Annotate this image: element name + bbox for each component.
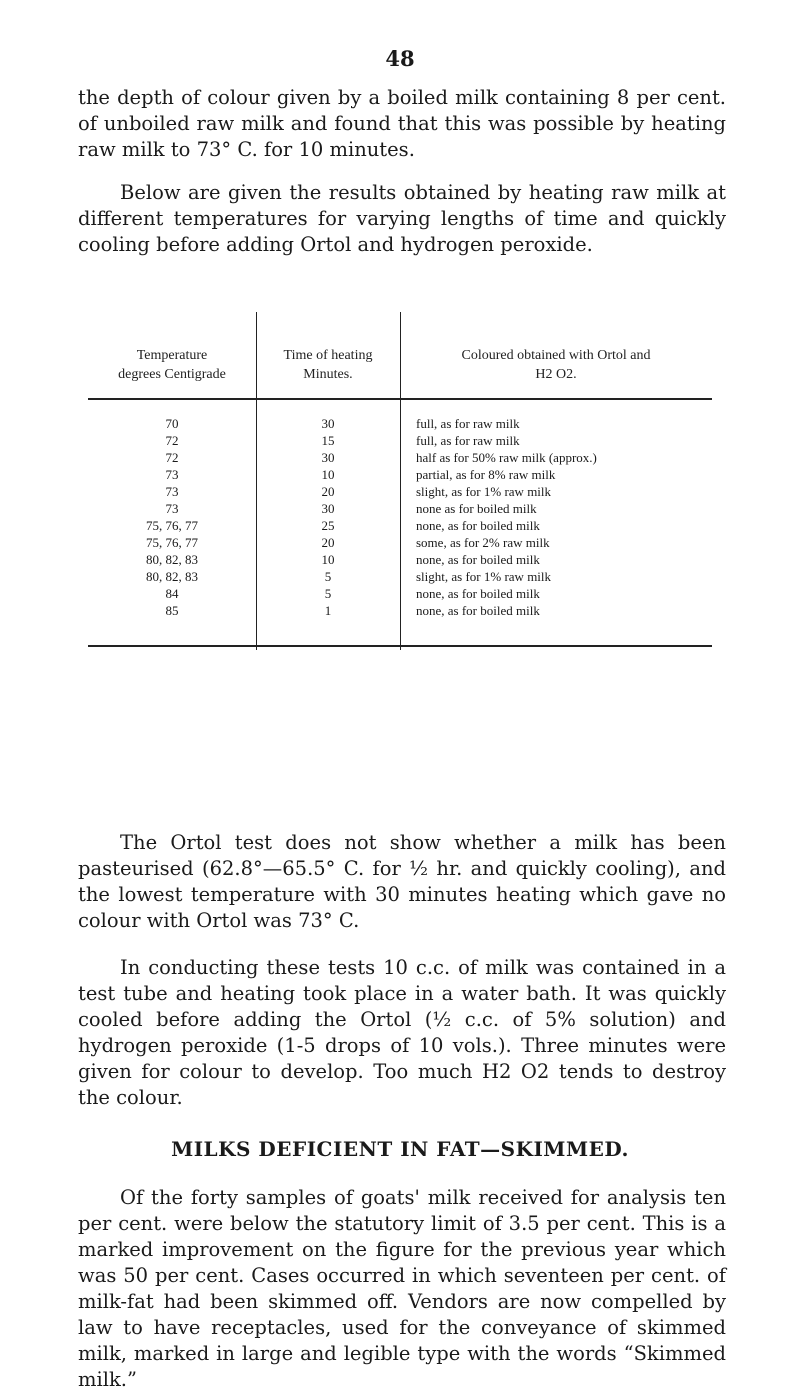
cell-temperature: 75, 76, 77 xyxy=(146,535,198,550)
cell-colour: none as for boiled milk xyxy=(416,501,537,516)
table-row xyxy=(88,569,712,584)
cell-time: 30 xyxy=(321,416,335,431)
cell-temperature: 75, 76, 77 xyxy=(146,518,198,533)
cell-temperature: 70 xyxy=(165,416,179,431)
header-temperature-line2: degrees Centigrade xyxy=(118,367,226,382)
cell-time: 20 xyxy=(321,484,335,499)
table-row xyxy=(88,467,712,482)
table-row xyxy=(88,535,712,550)
table-row xyxy=(88,586,712,601)
table-row xyxy=(88,552,712,567)
paragraph-results-intro: Below are given the results obtained by heating raw milk at different temperatures for varying lengths of time and quickly cooling before adding Ortol and hydrogen peroxide. xyxy=(78,181,726,256)
table-row xyxy=(88,450,712,465)
table-row xyxy=(88,433,712,448)
results-table xyxy=(88,312,712,652)
cell-time: 5 xyxy=(324,586,332,601)
section-heading: MILKS DEFICIENT IN FAT—SKIMMED. xyxy=(171,1137,629,1161)
cell-time: 1 xyxy=(324,603,332,618)
cell-temperature: 73 xyxy=(165,484,179,499)
header-colour-line2: H2 O2. xyxy=(535,367,577,382)
table-row xyxy=(88,501,712,516)
paragraph-goats-milk: Of the forty samples of goats' milk received for analysis ten per cent. were below the statutory limit of 3.5 per cent. This is a marked improvement on the figure for the previous year which was 50 per cent. Cases occurred in which seventeen per cent. of milk-fat had been skimmed off. Vendors are now compelled by law to have receptacles, used for the conveyance of skimmed milk, marked in large and legible type with the words “Skimmed milk.” xyxy=(78,1186,726,1391)
cell-time: 25 xyxy=(321,518,335,533)
cell-time: 30 xyxy=(321,501,335,516)
table-row xyxy=(88,603,712,618)
cell-colour: partial, as for 8% raw milk xyxy=(416,467,556,482)
cell-temperature: 84 xyxy=(165,586,179,601)
header-colour-line1: Coloured obtained with Ortol and xyxy=(461,348,651,363)
cell-temperature: 73 xyxy=(165,501,179,516)
paragraph-test-method: In conducting these tests 10 c.c. of milk was contained in a test tube and heating took place in a water bath. It was quickly cooled before adding the Ortol (½ c.c. of 5% solution) and hydrogen peroxide (1-5 drops of 10 vols.). Three minutes were given for colour to develop. Too much H2 O2 tends to destroy the colour. xyxy=(78,956,726,1109)
cell-time: 10 xyxy=(321,552,335,567)
cell-temperature: 80, 82, 83 xyxy=(146,569,198,584)
cell-colour: none, as for boiled milk xyxy=(416,552,540,567)
header-temperature xyxy=(88,346,256,384)
header-rule xyxy=(88,398,712,400)
page-number: 48 xyxy=(385,46,415,71)
cell-colour: slight, as for 1% raw milk xyxy=(416,484,552,499)
cell-temperature: 72 xyxy=(165,433,179,448)
cell-temperature: 80, 82, 83 xyxy=(146,552,198,567)
cell-colour: some, as for 2% raw milk xyxy=(416,535,550,550)
cell-temperature: 72 xyxy=(165,450,179,465)
cell-temperature: 85 xyxy=(165,603,179,618)
cell-colour: none, as for boiled milk xyxy=(416,518,540,533)
cell-colour: full, as for raw milk xyxy=(416,416,520,431)
cell-time: 5 xyxy=(324,569,332,584)
cell-time: 30 xyxy=(321,450,335,465)
paragraph-ortol-test: The Ortol test does not show whether a milk has been pasteurised (62.8°—65.5° C. for ½ hr. and quickly cooling), and the lowest temperature with 30 minutes heating which gave no colour with Ortol was 73° C. xyxy=(78,831,726,932)
cell-colour: full, as for raw milk xyxy=(416,433,520,448)
cell-colour: none, as for boiled milk xyxy=(416,586,540,601)
cell-time: 20 xyxy=(321,535,335,550)
cell-temperature: 73 xyxy=(165,467,179,482)
header-time xyxy=(256,346,400,384)
cell-time: 15 xyxy=(321,433,335,448)
paragraph-continuation: the depth of colour given by a boiled milk containing 8 per cent. of unboiled raw milk and found that this was possible by heating raw milk to 73° C. for 10 minutes. xyxy=(78,86,726,161)
table-bottom-rule xyxy=(88,645,712,647)
header-colour xyxy=(400,346,712,384)
header-time-line1: Time of heating xyxy=(283,348,373,363)
table-row xyxy=(88,416,712,431)
cell-time: 10 xyxy=(321,467,335,482)
cell-colour: none, as for boiled milk xyxy=(416,603,540,618)
header-time-line2: Minutes. xyxy=(303,367,353,382)
table-row xyxy=(88,484,712,499)
table-row xyxy=(88,518,712,533)
cell-colour: slight, as for 1% raw milk xyxy=(416,569,552,584)
cell-colour: half as for 50% raw milk (approx.) xyxy=(416,450,597,465)
header-temperature-line1: Temperature xyxy=(136,348,208,363)
